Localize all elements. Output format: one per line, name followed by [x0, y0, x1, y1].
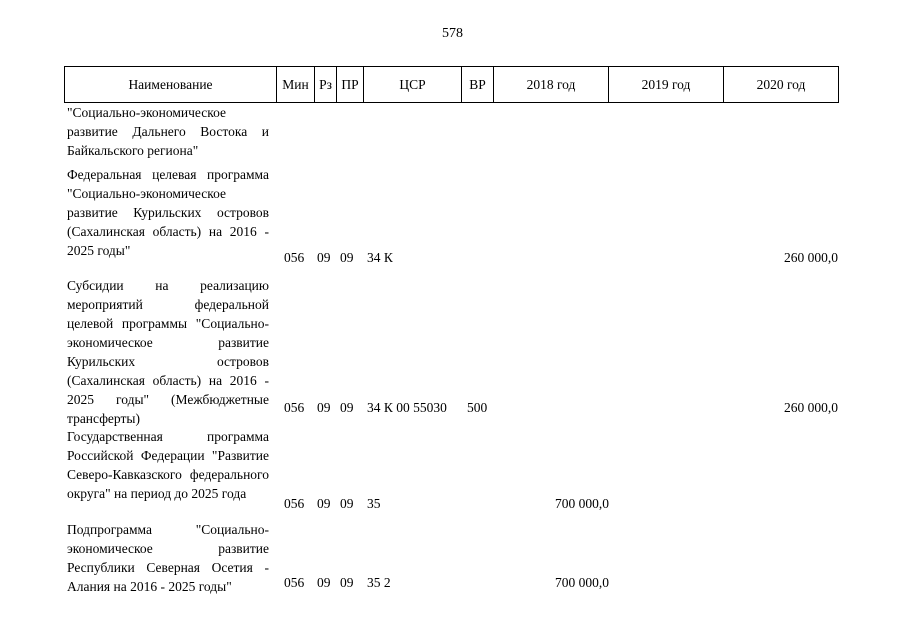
row-rz: 09: [317, 496, 331, 511]
row-pr: 09: [340, 496, 354, 511]
header-pr: ПР: [337, 67, 364, 103]
row-min: 056: [284, 250, 305, 265]
header-vr: ВР: [462, 67, 494, 103]
row-pr: 09: [340, 250, 354, 265]
row-vr: 500: [467, 400, 488, 415]
row-name: Федеральная целевая программа "Социально-экономическое развитие Курильских островов (Сахалинская область) на 2016 - 2025 годы": [67, 167, 269, 258]
row-min: 056: [284, 496, 305, 511]
row-min: 056: [284, 400, 305, 415]
row-name: Государственная программа Российской Федерации "Развитие Северо-Кавказского федерального округа" на период до 2025 года: [67, 429, 269, 501]
row-csr: 34 К: [367, 250, 393, 265]
header-name: Наименование: [65, 67, 277, 103]
row-name: Субсидии на реализацию мероприятий федеральной целевой программы "Социально-экономическое развитие Курильских островов (Сахалинская область) на 2016 - 2025 годы" (Межбюджетные трансферты): [67, 278, 269, 426]
page-number: 578: [442, 26, 463, 41]
header-rz: Рз: [315, 67, 337, 103]
header-min: Мин: [277, 67, 315, 103]
row-pr: 09: [340, 400, 354, 415]
header-2019: 2019 год: [609, 67, 724, 103]
row-2020: 260 000,0: [784, 250, 838, 265]
row-csr: 35 2: [367, 575, 391, 590]
header-csr: ЦСР: [364, 67, 462, 103]
row-2020: 260 000,0: [784, 400, 838, 415]
row-rz: 09: [317, 250, 331, 265]
row-name: Подпрограмма "Социально-экономическое развитие Республики Северная Осетия - Алания на 2016 - 2025 годы": [67, 522, 269, 594]
row-rz: 09: [317, 400, 331, 415]
row-2018: 700 000,0: [555, 496, 609, 511]
header-2018: 2018 год: [494, 67, 609, 103]
row-pr: 09: [340, 575, 354, 590]
row-csr: 35: [367, 496, 381, 511]
row-min: 056: [284, 575, 305, 590]
row-name: "Социально-экономическое развитие Дальнего Востока и Байкальского региона": [67, 105, 269, 158]
table-header: [64, 66, 839, 103]
row-2018: 700 000,0: [555, 575, 609, 590]
row-csr: 34 К 00 55030: [367, 400, 447, 415]
row-rz: 09: [317, 575, 331, 590]
header-2020: 2020 год: [724, 67, 839, 103]
